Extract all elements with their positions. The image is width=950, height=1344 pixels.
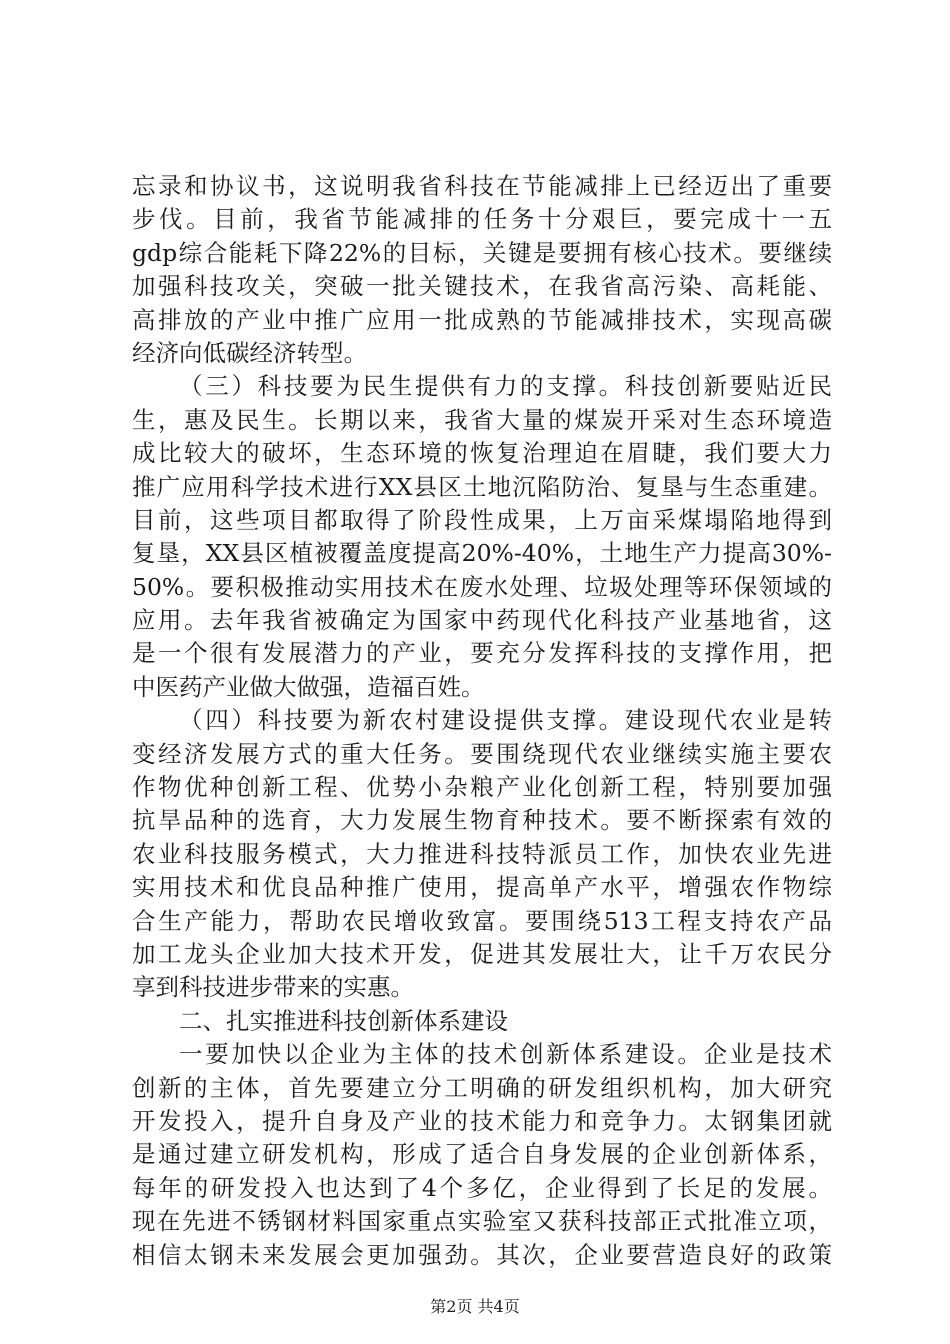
text-line: 开发投入，提升自身及产业的技术能力和竞争力。太钢集团就 — [132, 1106, 832, 1135]
text-line: 创新的主体，首先要建立分工明确的研发组织机构，加大研究 — [132, 1073, 832, 1102]
text-line: gdp综合能耗下降22%的目标，关键是要拥有核心技术。要继续 — [132, 238, 832, 267]
text-line: 成比较大的破坏，生态环境的恢复治理迫在眉睫，我们要大力 — [132, 439, 832, 468]
text-line: 目前，这些项目都取得了阶段性成果，上万亩采煤塌陷地得到 — [132, 505, 832, 534]
text-line: 复垦，XX县区植被覆盖度提高20%-40%，土地生产力提高30%- — [132, 539, 832, 568]
text-line: 享到科技进步带来的实惠。 — [132, 973, 414, 1002]
text-line: 加工龙头企业加大技术开发，促进其发展壮大，让千万农民分 — [132, 939, 832, 968]
text-line: 作物优种创新工程、优势小杂粮产业化创新工程，特别要加强 — [132, 773, 832, 802]
text-line: 二、扎实推进科技创新体系建设 — [179, 1006, 508, 1035]
text-line: 生，惠及民生。长期以来，我省大量的煤炭开采对生态环境造 — [132, 405, 832, 434]
text-line: 现在先进不锈钢材料国家重点实验室又获科技部正式批准立项， — [132, 1207, 832, 1236]
page-footer: 第2页 共4页 — [430, 1297, 520, 1316]
text-line: 相信太钢未来发展会更加强劲。其次，企业要营造良好的政策 — [132, 1240, 832, 1269]
text-line: 高排放的产业中推广应用一批成熟的节能减排技术，实现高碳 — [132, 305, 832, 334]
text-line: 抗旱品种的选育，大力发展生物育种技术。要不断探索有效的 — [132, 806, 832, 835]
text-line: 一要加快以企业为主体的技术创新体系建设。企业是技术 — [179, 1040, 832, 1069]
text-line: 农业科技服务模式，大力推进科技特派员工作，加快农业先进 — [132, 839, 832, 868]
text-line: 合生产能力，帮助农民增收致富。要围绕513工程支持农产品 — [132, 906, 832, 935]
text-line: （四）科技要为新农村建设提供支撑。建设现代农业是转 — [179, 706, 832, 735]
text-line: 中医药产业做大做强，造福百姓。 — [132, 672, 485, 701]
text-line: 实用技术和优良品种推广使用，提高单产水平，增强农作物综 — [132, 873, 832, 902]
text-line: 应用。去年我省被确定为国家中药现代化科技产业基地省，这 — [132, 606, 832, 635]
text-line: （三）科技要为民生提供有力的支撑。科技创新要贴近民 — [179, 372, 832, 401]
text-line: 经济向低碳经济转型。 — [132, 338, 367, 367]
text-line: 变经济发展方式的重大任务。要围绕现代农业继续实施主要农 — [132, 739, 832, 768]
text-line: 忘录和协议书，这说明我省科技在节能减排上已经迈出了重要 — [132, 172, 832, 200]
text-line: 推广应用科学技术进行XX县区土地沉陷防治、复垦与生态重建。 — [132, 472, 832, 501]
text-line: 加强科技攻关，突破一批关键技术，在我省高污染、高耗能、 — [132, 272, 832, 301]
text-line: 步伐。目前，我省节能减排的任务十分艰巨，要完成十一五 — [132, 205, 832, 234]
text-line: 50%。要积极推动实用技术在废水处理、垃圾处理等环保领域的 — [132, 572, 832, 601]
document-body — [132, 170, 832, 1272]
text-line: 是通过建立研发机构，形成了适合自身发展的企业创新体系， — [132, 1140, 832, 1169]
text-line: 是一个很有发展潜力的产业，要充分发挥科技的支撑作用，把 — [132, 639, 832, 668]
text-line: 每年的研发投入也达到了4个多亿，企业得到了长足的发展。 — [132, 1173, 832, 1202]
